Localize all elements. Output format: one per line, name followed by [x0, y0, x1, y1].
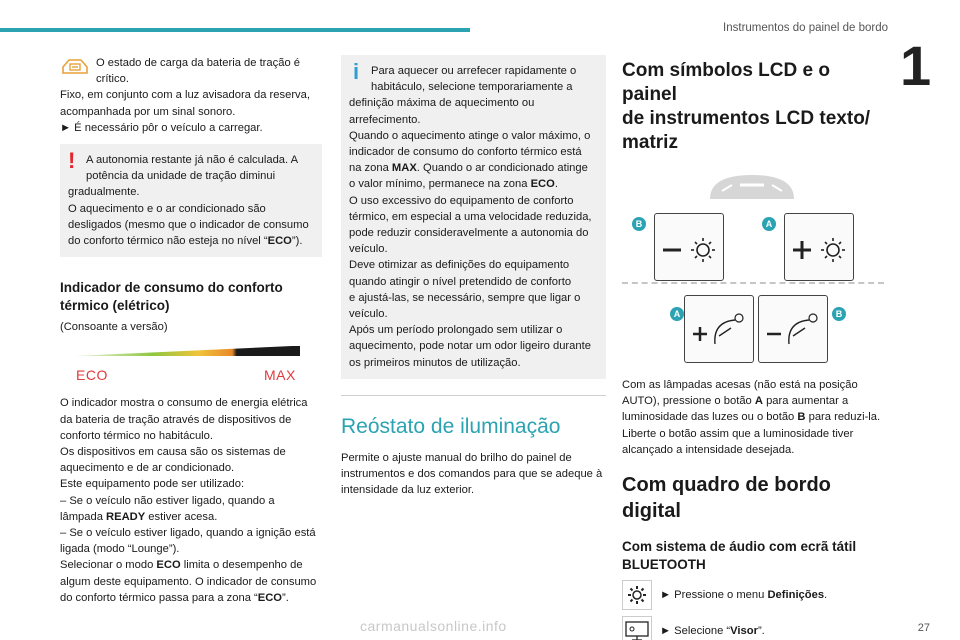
- body-line: – Se o veículo não estiver ligado, quando a: [60, 494, 275, 507]
- column-2: [341, 55, 606, 498]
- gauge-max-label: MAX: [264, 367, 296, 384]
- body-line: Este equipamento pode ser utilizado:: [60, 478, 245, 491]
- note-line: e ajustá-las, se necessário, sempre que ligar o: [349, 291, 581, 304]
- settings-menu-button[interactable]: [622, 580, 652, 610]
- body-line: AUTO), pressione o botão A para aumentar a: [622, 395, 849, 408]
- gear-icon: [626, 584, 648, 606]
- note-line: Após um período prolongado sem utilizar o: [349, 324, 563, 337]
- step-text: ► Pressione o menu Definições.: [660, 588, 828, 601]
- note-line: indicador de consumo do conforto térmico está: [349, 146, 582, 159]
- badge-b-top: B: [632, 217, 646, 231]
- body-line: Selecionar o modo ECO limita o desempenho de: [60, 559, 303, 572]
- body-line: intensidade da luz exterior.: [341, 484, 475, 497]
- note-line: os primeiros minutos de utilização.: [349, 356, 521, 369]
- note-line: na zona MAX. Quando o ar condicionado atinge: [349, 162, 588, 175]
- plus-dial-icon: [685, 296, 755, 364]
- minus-sun-icon: [655, 214, 725, 282]
- body-line: Permite o ajuste manual do brilho do painel de: [341, 451, 572, 464]
- section-title-reostato: Reóstato de iluminação: [341, 414, 561, 438]
- step-display: [622, 616, 887, 640]
- subsection-heading-audio: Com sistema de áudio com ecrã tátil BLUETOOTH: [622, 539, 857, 573]
- gauge-bar: [60, 343, 322, 365]
- battery-warning-row: [60, 55, 322, 87]
- step-text: ► Selecione “Visor”.: [660, 624, 765, 637]
- note-line: Quando o aquecimento atinge o valor máximo, o: [349, 129, 591, 142]
- body-line: O indicador mostra o consumo de energia elétrica: [60, 397, 308, 410]
- note-line: O uso excessivo do equipamento de conforto: [349, 194, 574, 207]
- watermark: carmanualsonline.info: [360, 618, 507, 634]
- note-line: definição máxima de aquecimento ou: [349, 97, 535, 110]
- badge-a-bottom: A: [670, 307, 684, 321]
- badge-b-bottom: B: [832, 307, 846, 321]
- version-note: (Consoante a versão): [60, 321, 168, 334]
- note-line: habitáculo, selecione temporariamente a: [371, 81, 573, 94]
- note-line: arrefecimento.: [349, 113, 421, 126]
- note-line: pode reduzir consideravelmente a autonomia do: [349, 227, 589, 240]
- section-heading: Indicador de consumo do conforto térmico (elétrico): [60, 280, 283, 314]
- decrease-dial-brightness-button[interactable]: [758, 295, 828, 363]
- body-line: aquecimento e de ar condicionado.: [60, 462, 235, 475]
- badge-a-top: A: [762, 217, 776, 231]
- warn-action: ► É necessário pôr o veículo a carregar.: [60, 121, 263, 134]
- body-line: lâmpada READY estiver acesa.: [60, 510, 218, 523]
- chapter-number: 1: [900, 34, 932, 97]
- column-3: [622, 55, 887, 640]
- battery-critical-icon: [60, 55, 90, 77]
- note-line: veículo.: [349, 308, 388, 321]
- dashboard-lcd-icon: [702, 171, 802, 201]
- display-day-night-icon: [625, 620, 649, 640]
- note-line: do conforto térmico não esteja no nível “ECO”).: [68, 235, 303, 248]
- decrease-brightness-button[interactable]: [654, 213, 724, 281]
- info-note-box: [341, 55, 606, 379]
- column-1: [60, 55, 322, 606]
- body-line: Com as lâmpadas acesas (não está na posição: [622, 379, 858, 391]
- display-option-button[interactable]: [622, 616, 652, 640]
- consumption-gauge: [60, 343, 322, 389]
- note-line: aquecimento, pode notar um odor ligeiro durante: [349, 340, 591, 353]
- body-line: luminosidade das luzes ou o botão B para reduzi-la.: [622, 411, 881, 424]
- minus-dial-icon: [759, 296, 829, 364]
- section-title-digital: Com quadro de bordo digital: [622, 474, 831, 523]
- page-number: 27: [917, 622, 930, 634]
- body-line: Liberte o botão assim que a luminosidade tiver: [622, 427, 854, 440]
- body-line: algum deste equipamento. O indicador de consumo: [60, 575, 317, 588]
- body-line: instrumentos e dos comandos para que se adeque à: [341, 468, 603, 481]
- figure-divider: [622, 282, 884, 284]
- increase-brightness-button[interactable]: [784, 213, 854, 281]
- warn-line: acompanhada por um sinal sonoro.: [60, 105, 236, 118]
- info-icon: i: [352, 59, 360, 84]
- note-line: Para aquecer ou arrefecer rapidamente o: [371, 65, 577, 77]
- body-line: alcançado a intensidade desejada.: [622, 443, 795, 456]
- plus-sun-icon: [785, 214, 855, 282]
- warn-line: crítico.: [96, 73, 129, 86]
- note-line: o valor mínimo, permanece na zona ECO.: [349, 178, 558, 191]
- note-line: Deve otimizar as definições do equipamento: [349, 259, 570, 272]
- warn-line: Fixo, em conjunto com a luz avisadora da reserva,: [60, 89, 310, 102]
- header-accent-bar: [0, 28, 470, 32]
- note-line: quando atingir o nível pretendido de conforto: [349, 275, 572, 288]
- body-line: conforto térmico no habitáculo.: [60, 429, 213, 442]
- body-line: do conforto térmico passa para a zona “ECO”.: [60, 591, 289, 604]
- page-header-title: Instrumentos do painel de bordo: [723, 22, 888, 34]
- section-title-lcd: Com símbolos LCD e o painel de instrumentos LCD texto/ matriz: [622, 60, 871, 153]
- note-line: gradualmente.: [68, 186, 140, 199]
- increase-dial-brightness-button[interactable]: [684, 295, 754, 363]
- note-line: O aquecimento e o ar condicionado são: [68, 202, 266, 215]
- body-line: da bateria de tração através de dispositivos de: [60, 413, 292, 426]
- exclamation-icon: !: [68, 148, 76, 174]
- body-line: – Se o veículo estiver ligado, quando a ignição está: [60, 527, 316, 540]
- gauge-eco-label: ECO: [76, 367, 108, 384]
- note-line: térmico, em especial a uma velocidade reduzida,: [349, 210, 592, 223]
- note-line: potência da unidade de tração diminui: [86, 170, 276, 183]
- note-line: A autonomia restante já não é calculada. A: [86, 154, 299, 167]
- warning-note-box: [60, 144, 322, 257]
- note-line: veículo.: [349, 243, 388, 256]
- section-divider: [341, 395, 606, 396]
- step-settings: [622, 580, 887, 610]
- note-line: desligados (mesmo que o indicador de consumo: [68, 218, 309, 231]
- brightness-buttons-figure: [622, 165, 887, 365]
- body-line: ligada (modo “Lounge”).: [60, 543, 180, 556]
- body-line: Os dispositivos em causa são os sistemas de: [60, 446, 286, 459]
- warn-line: O estado de carga da bateria de tração é: [96, 57, 300, 69]
